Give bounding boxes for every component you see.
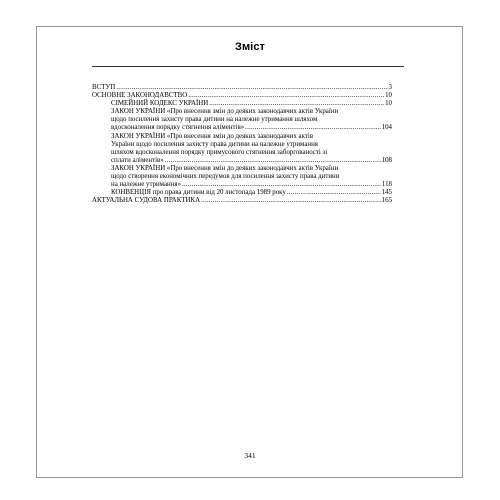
toc-entry-label: АКТУАЛЬНА СУДОВА ПРАКТИКА [92,197,201,205]
toc-entry-page: 118 [381,181,392,189]
leader-dots [287,189,381,197]
toc-entry-line: ЗАКОН УКРАЇНИ «Про внесення змін до деяких законодавчих актів України [111,108,339,116]
toc-entry-vstup[interactable] [92,84,392,92]
toc-entry-line: щодо створення економічних передумов для посилення захисту права дитини [111,173,340,181]
toc-entry-page: 10 [385,92,392,100]
page-number: 341 [244,451,256,460]
leader-dots [245,124,381,132]
toc-entry-line: щодо посилення захисту права дитини на належне утримання шляхом [111,116,318,124]
leader-dots [188,92,384,100]
toc-entry-simeinyi-kodeks[interactable] [111,100,392,108]
toc-entry-page: 108 [381,156,392,164]
toc-entry-line: ЗАКОН УКРАЇНИ «Про внесення змін до деяких законодавчих актів [111,132,314,140]
page-title: Зміст [234,41,266,53]
toc-entry-zakon-1[interactable] [111,108,392,132]
leader-dots [165,157,381,165]
leader-dots [209,100,384,108]
toc-entry-page: 3 [388,84,392,91]
toc-entry-label: ОСНОВНЕ ЗАКОНОДАВСТВО [92,92,188,100]
toc-entry-label: КОНВЕНЦІЯ про права дитини від 20 листопада 1989 року [111,189,286,197]
title-divider [92,66,404,67]
toc-entry-line: на належне утримання» [111,181,182,189]
toc-entry-line: ЗАКОН УКРАЇНИ «Про внесення змін до деяких законодавчих актів України [111,164,339,172]
toc-entry-label: СІМЕЙНИЙ КОДЕКС УКРАЇНИ [111,100,209,108]
toc-entry-page: 10 [385,100,392,108]
table-of-contents [92,84,392,205]
toc-entry-page: 145 [381,189,392,197]
toc-entry-label: ВСТУП [92,84,116,91]
toc-entry-sudova-praktyka[interactable] [92,197,392,205]
toc-entry-line: шляхом вдосконалення порядку примусового стягнення заборгованості зі [111,148,328,156]
toc-entry-konventsiia[interactable] [111,189,392,197]
toc-entry-page: 104 [381,124,392,132]
toc-entry-line: України щодо посилення захисту права дитини на належне утримання [111,140,318,148]
leader-dots [182,181,381,189]
toc-entry-osnovne-zakonodavstvo[interactable] [92,92,392,100]
toc-entry-page: 165 [381,197,392,205]
leader-dots [116,84,387,92]
toc-entry-zakon-2[interactable] [111,133,392,165]
toc-entry-zakon-3[interactable] [111,165,392,189]
toc-entry-line: вдосконалення порядку стягнення аліментів» [111,124,245,132]
toc-entry-line: сплати аліментів» [111,156,164,164]
leader-dots [201,197,381,205]
